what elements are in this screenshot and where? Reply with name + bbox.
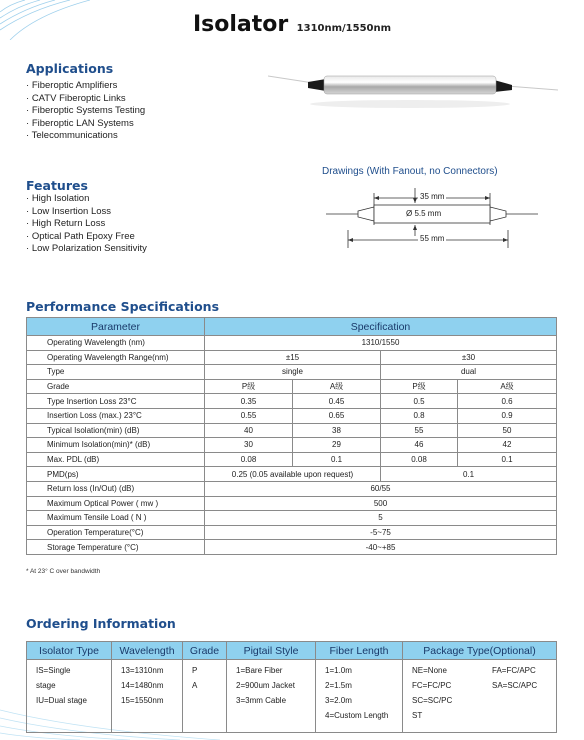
row-label: Grade (27, 379, 205, 394)
title-main: Isolator (192, 12, 289, 37)
row-value: 46 (381, 438, 458, 453)
row-label: Type Insertion Loss 23°C (27, 394, 205, 409)
page-title (0, 12, 584, 37)
row-label: Maximum Optical Power ( mw ) (27, 496, 205, 511)
row-label: Insertion Loss (max.) 23°C (27, 408, 205, 423)
row-value: 0.8 (381, 408, 458, 423)
list-item: SC=SC/PC (412, 696, 453, 705)
dim-body-length: 35 mm (420, 192, 445, 201)
table-row (27, 660, 557, 733)
table-row (27, 481, 557, 496)
list-item: 13=1310nm (121, 666, 164, 675)
row-value: 0.1 (293, 452, 381, 467)
row-value: 50 (458, 423, 557, 438)
row-label: Operating Wavelength (nm) (27, 336, 205, 351)
fanout-drawing (318, 180, 558, 260)
row-value: 1310/1550 (205, 336, 557, 351)
ordering-table (26, 641, 557, 733)
list-item: 2=1.5m (325, 681, 352, 690)
row-label: Operating Wavelength Range(nm) (27, 350, 205, 365)
features-heading: Features (26, 178, 88, 193)
list-item: · Fiberoptic Amplifiers (26, 80, 145, 93)
list-item: 14=1480nm (121, 681, 164, 690)
list-item: IS=Single (36, 666, 71, 675)
table-row (27, 365, 557, 380)
table-row (27, 408, 557, 423)
list-item: SA=SC/APC (492, 681, 538, 690)
table-row (27, 336, 557, 351)
list-item: FC=FC/PC (412, 681, 452, 690)
row-value: 0.6 (458, 394, 557, 409)
table-row (27, 379, 557, 394)
row-value: 500 (205, 496, 557, 511)
row-value: 0.08 (205, 452, 293, 467)
table-row (27, 525, 557, 540)
list-item: · Low Insertion Loss (26, 206, 147, 219)
col-package-type: Package Type(Optional) (403, 642, 557, 660)
dim-diameter: Ø 5.5 mm (406, 209, 442, 218)
ordering-heading: Ordering Information (26, 616, 176, 631)
col-isolator-type: Isolator Type (27, 642, 112, 660)
pigtail-cell (227, 660, 316, 733)
applications-list (26, 80, 145, 143)
list-item: 3=2.0m (325, 696, 352, 705)
features-list (26, 193, 147, 256)
performance-table (26, 317, 557, 555)
list-item: A (192, 681, 198, 690)
list-item: · High Return Loss (26, 218, 147, 231)
row-value: 0.1 (458, 452, 557, 467)
row-label: Maximum Tensile Load ( N ) (27, 511, 205, 526)
row-label: Storage Temperature (°C) (27, 540, 205, 555)
row-label: PMD(ps) (27, 467, 205, 482)
dim-total-length: 55 mm (420, 234, 445, 243)
row-value: 55 (381, 423, 458, 438)
row-value: ±30 (381, 350, 557, 365)
row-value: ±15 (205, 350, 381, 365)
isolator-photo (268, 60, 558, 120)
row-value: 42 (458, 438, 557, 453)
row-label: Type (27, 365, 205, 380)
list-item: · Telecommunications (26, 130, 145, 143)
row-value: 30 (205, 438, 293, 453)
row-value: dual (381, 365, 557, 380)
row-value: A级 (458, 379, 557, 394)
list-item: ST (412, 711, 423, 720)
list-item: P (192, 666, 198, 675)
table-row (27, 496, 557, 511)
list-item: · High Isolation (26, 193, 147, 206)
list-item: stage (36, 681, 56, 690)
row-value: 0.5 (381, 394, 458, 409)
row-label: Max. PDL (dB) (27, 452, 205, 467)
col-specification: Specification (205, 318, 557, 336)
row-value: 0.08 (381, 452, 458, 467)
row-value: 60/55 (205, 481, 557, 496)
row-value: 0.1 (381, 467, 557, 482)
row-value: 5 (205, 511, 557, 526)
footnote: * At 23° C over bandwidth (26, 568, 101, 575)
table-row (27, 511, 557, 526)
row-value: 0.65 (293, 408, 381, 423)
row-value: 0.25 (0.05 available upon request) (205, 467, 381, 482)
fiber-length-cell (316, 660, 403, 733)
table-row (27, 540, 557, 555)
list-item: · Low Polarization Sensitivity (26, 243, 147, 256)
row-value: 0.35 (205, 394, 293, 409)
title-sub: 1310nm/1550nm (296, 23, 392, 34)
list-item: 3=3mm Cable (236, 696, 287, 705)
applications-heading: Applications (26, 61, 114, 76)
row-label: Minimum Isolation(min)* (dB) (27, 438, 205, 453)
list-item: IU=Dual stage (36, 696, 87, 705)
col-parameter: Parameter (27, 318, 205, 336)
table-row (27, 394, 557, 409)
row-value: 40 (205, 423, 293, 438)
package-type-cell (403, 660, 557, 733)
col-wavelength: Wavelength (112, 642, 183, 660)
grade-cell (183, 660, 227, 733)
row-value: 29 (293, 438, 381, 453)
row-value: 0.45 (293, 394, 381, 409)
row-value: 0.9 (458, 408, 557, 423)
col-grade: Grade (183, 642, 227, 660)
performance-heading: Performance Specifications (26, 299, 220, 314)
row-value: P级 (381, 379, 458, 394)
list-item: FA=FC/APC (492, 666, 536, 675)
list-item: 1=1.0m (325, 666, 352, 675)
table-row (27, 438, 557, 453)
row-value: 38 (293, 423, 381, 438)
list-item: 15=1550nm (121, 696, 164, 705)
row-value: single (205, 365, 381, 380)
drawing-title: Drawings (With Fanout, no Connectors) (322, 166, 498, 177)
list-item: · Fiberoptic Systems Testing (26, 105, 145, 118)
table-row (27, 423, 557, 438)
list-item: NE=None (412, 666, 447, 675)
list-item: · Optical Path Epoxy Free (26, 231, 147, 244)
row-value: -5~75 (205, 525, 557, 540)
list-item: · Fiberoptic LAN Systems (26, 118, 145, 131)
row-value: 0.55 (205, 408, 293, 423)
table-row (27, 467, 557, 482)
list-item: 2=900um Jacket (236, 681, 295, 690)
row-label: Typical Isolation(min) (dB) (27, 423, 205, 438)
row-value: -40~+85 (205, 540, 557, 555)
wavelength-cell (112, 660, 183, 733)
row-label: Return loss (In/Out) (dB) (27, 481, 205, 496)
table-row (27, 350, 557, 365)
list-item: 4=Custom Length (325, 711, 389, 720)
col-fiber-length: Fiber Length (316, 642, 403, 660)
row-value: P级 (205, 379, 293, 394)
row-value: A级 (293, 379, 381, 394)
col-pigtail-style: Pigtail Style (227, 642, 316, 660)
table-row (27, 452, 557, 467)
isolator-type-cell (27, 660, 112, 733)
row-label: Operation Temperature(°C) (27, 525, 205, 540)
list-item: · CATV Fiberoptic Links (26, 93, 145, 106)
list-item: 1=Bare Fiber (236, 666, 283, 675)
